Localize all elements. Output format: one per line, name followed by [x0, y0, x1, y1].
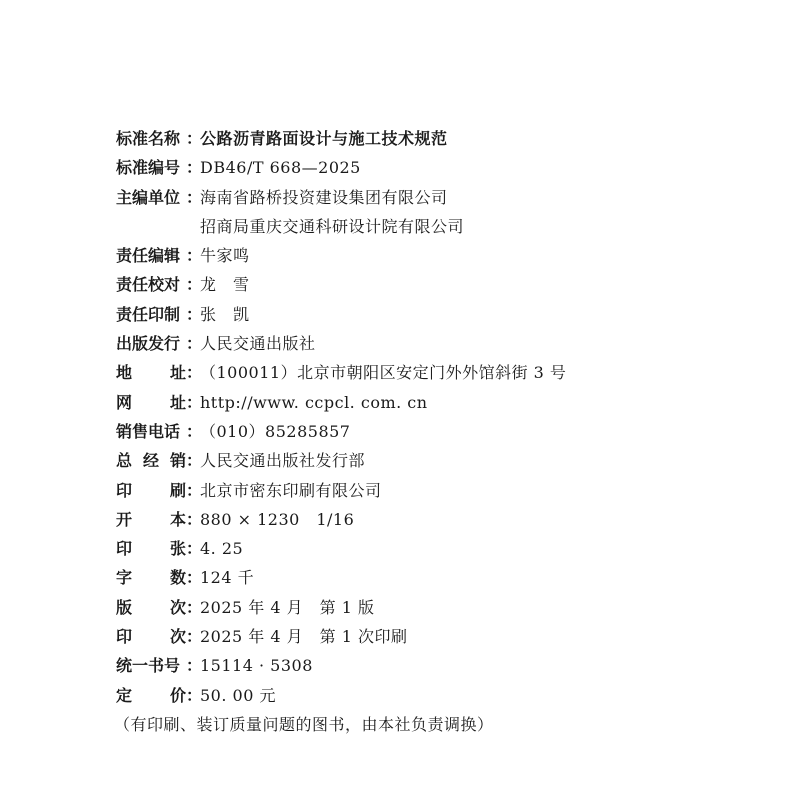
row-word-count [116, 563, 776, 592]
row-printing-responsible [116, 300, 776, 329]
colon: ： [186, 246, 203, 266]
printer-value: 北京市密东印刷有限公司 [200, 480, 382, 500]
publisher-value: 人民交通出版社 [200, 334, 316, 354]
colon: ： [186, 656, 203, 676]
colon: ： [186, 568, 203, 588]
book-number-label: 统一书号 [116, 656, 181, 676]
row-responsible-editor [116, 241, 776, 270]
distributor-label: 总 经 销 [116, 451, 186, 471]
word-count-value: 124 千 [200, 568, 255, 588]
address-value: （100011）北京市朝阳区安定门外外馆斜街 3 号 [200, 363, 567, 383]
colon: ： [186, 597, 203, 617]
row-printer [116, 476, 776, 505]
book-number-value: 15114 · 5308 [200, 656, 313, 676]
standard-title-value: 公路沥青路面设计与施工技术规范 [200, 129, 448, 148]
printed-sheets-value: 4. 25 [200, 539, 244, 559]
colon: ： [186, 304, 203, 324]
row-printed-sheets [116, 534, 776, 563]
distributor-value: 人民交通出版社发行部 [200, 451, 366, 471]
colon: ： [186, 685, 203, 705]
proofreader-value: 龙 雪 [200, 275, 250, 295]
colon: ： [186, 158, 203, 178]
publisher-label: 出版发行 [116, 334, 181, 354]
row-standard-title [116, 124, 776, 153]
colon: ： [186, 392, 203, 412]
colon: ： [186, 627, 203, 647]
row-book-number [116, 651, 776, 680]
editor-unit-value-1: 海南省路桥投资建设集团有限公司 [200, 187, 448, 207]
row-editor-unit-2 [116, 212, 776, 241]
price-value: 50. 00 元 [200, 685, 276, 705]
row-website [116, 388, 776, 417]
colophon-block [116, 124, 776, 739]
impression-value: 2025 年 4 月 第 1 次印刷 [200, 627, 408, 647]
printed-sheets-label: 印 张 [116, 539, 186, 559]
format-label: 开 本 [116, 509, 186, 529]
impression-label: 印 次 [116, 627, 186, 647]
quality-notice: （有印刷、装订质量问题的图书，由本社负责调换） [114, 714, 494, 734]
row-impression [116, 622, 776, 651]
editor-unit-label: 主编单位 [116, 187, 181, 207]
colon: ： [186, 421, 203, 441]
colon: ： [186, 539, 203, 559]
standard-title-label: 标准名称 [116, 129, 181, 148]
row-address [116, 358, 776, 387]
printing-responsible-value: 张 凯 [200, 304, 250, 324]
row-price [116, 681, 776, 710]
price-label: 定 价 [116, 685, 186, 705]
row-format [116, 505, 776, 534]
website-label: 网 址 [116, 392, 186, 412]
word-count-label: 字 数 [116, 568, 186, 588]
colon: ： [186, 129, 203, 148]
format-value: 880 × 1230 1/16 [200, 509, 355, 529]
row-publisher [116, 329, 776, 358]
row-distributor [116, 446, 776, 475]
row-sales-phone [116, 417, 776, 446]
colon: ： [186, 509, 203, 529]
address-label: 地 址 [116, 363, 186, 383]
responsible-editor-value: 牛家鸣 [200, 246, 250, 266]
sales-phone-label: 销售电话 [116, 421, 181, 441]
editor-unit-value-2: 招商局重庆交通科研设计院有限公司 [200, 216, 465, 236]
responsible-editor-label: 责任编辑 [116, 246, 181, 266]
standard-number-value: DB46/T 668—2025 [200, 158, 361, 178]
row-editor-unit [116, 183, 776, 212]
row-proofreader [116, 270, 776, 299]
edition-value: 2025 年 4 月 第 1 版 [200, 597, 375, 617]
standard-number-label: 标准编号 [116, 158, 181, 178]
printing-responsible-label: 责任印制 [116, 304, 181, 324]
colon: ： [186, 451, 203, 471]
proofreader-label: 责任校对 [116, 275, 181, 295]
colon: ： [186, 334, 203, 354]
colon: ： [186, 275, 203, 295]
edition-label: 版 次 [116, 597, 186, 617]
row-standard-number [116, 153, 776, 182]
row-edition [116, 593, 776, 622]
website-value: http://www. ccpcl. com. cn [200, 392, 428, 412]
colon: ： [186, 480, 203, 500]
colon: ： [186, 363, 203, 383]
colon: ： [186, 187, 203, 207]
sales-phone-value: （010）85285857 [200, 421, 351, 441]
printer-label: 印 刷 [116, 480, 186, 500]
